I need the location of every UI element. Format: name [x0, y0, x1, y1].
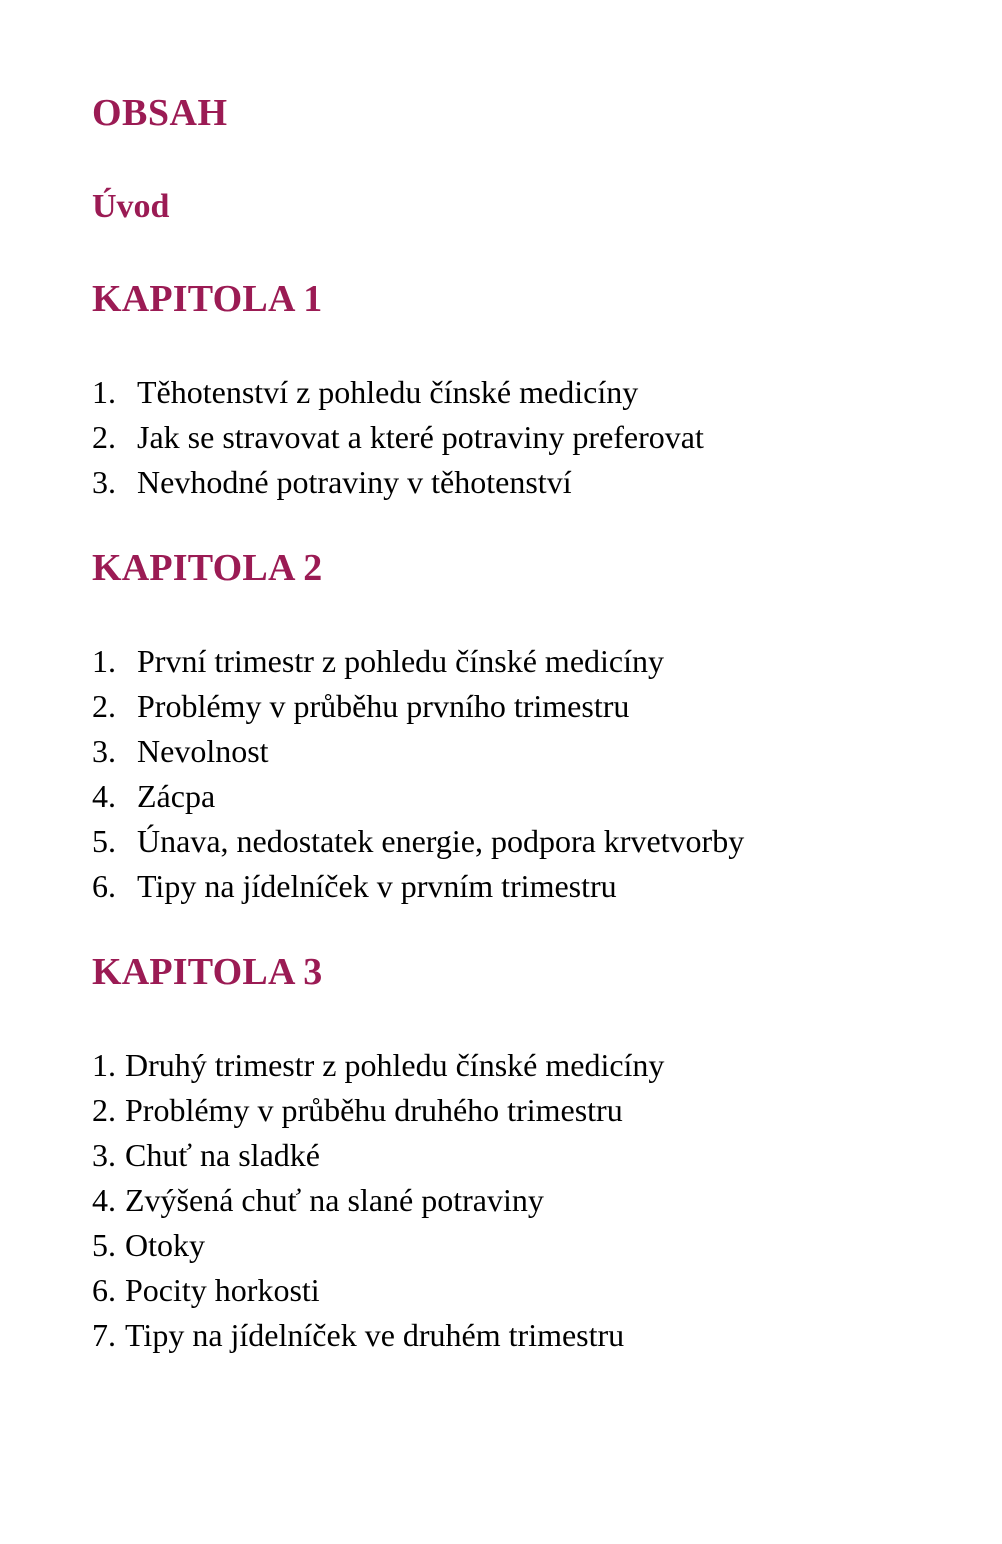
item-text: Problémy v průběhu prvního trimestru	[137, 688, 630, 724]
item-text: Tipy na jídelníček ve druhém trimestru	[125, 1317, 625, 1353]
chapter-1-section	[92, 280, 942, 505]
item-number: 4.	[92, 1182, 116, 1218]
item-number: 2.	[92, 688, 116, 724]
item-number: 4.	[92, 778, 116, 814]
toc-item	[92, 639, 942, 684]
toc-item	[92, 819, 942, 864]
item-text: Problémy v průběhu druhého trimestru	[125, 1092, 623, 1128]
chapter-3-heading: KAPITOLA 3	[92, 951, 323, 993]
toc-item	[92, 1133, 942, 1178]
item-text: Chuť na sladké	[125, 1137, 320, 1173]
chapter-2-list	[92, 639, 942, 909]
item-number: 3.	[92, 1137, 116, 1173]
toc-item	[92, 460, 942, 505]
item-text: První trimestr z pohledu čínské medicíny	[137, 643, 664, 679]
item-text: Zvýšená chuť na slané potraviny	[125, 1182, 544, 1218]
item-text: Nevolnost	[137, 733, 269, 769]
item-text: Druhý trimestr z pohledu čínské medicíny	[125, 1047, 665, 1083]
page-title: OBSAH	[92, 92, 228, 134]
item-text: Zácpa	[137, 778, 216, 814]
item-number: 5.	[92, 1227, 116, 1263]
item-number: 5.	[92, 823, 116, 859]
toc-item	[92, 1043, 942, 1088]
item-number: 7.	[92, 1317, 116, 1353]
toc-item	[92, 774, 942, 819]
toc-item	[92, 370, 942, 415]
item-number: 1.	[92, 374, 116, 410]
toc-item	[92, 415, 942, 460]
chapter-3-list	[92, 1043, 942, 1358]
item-text: Tipy na jídelníček v prvním trimestru	[137, 868, 617, 904]
item-number: 1.	[92, 643, 116, 679]
item-text: Pocity horkosti	[125, 1272, 320, 1308]
chapter-3-section	[92, 953, 942, 1358]
toc-item	[92, 1313, 942, 1358]
item-number: 2.	[92, 419, 116, 455]
toc-item	[92, 684, 942, 729]
chapter-1-heading: KAPITOLA 1	[92, 278, 323, 320]
chapter-1-list	[92, 370, 942, 505]
item-text: Otoky	[125, 1227, 205, 1263]
item-text: Jak se stravovat a které potraviny preferovat	[137, 419, 704, 455]
item-number: 2.	[92, 1092, 116, 1128]
item-text: Těhotenství z pohledu čínské medicíny	[137, 374, 639, 410]
chapter-2-section	[92, 549, 942, 909]
toc-item	[92, 729, 942, 774]
chapter-2-heading: KAPITOLA 2	[92, 547, 323, 589]
toc-item	[92, 1223, 942, 1268]
item-number: 6.	[92, 868, 116, 904]
toc-item	[92, 1178, 942, 1223]
item-number: 3.	[92, 733, 116, 769]
item-number: 1.	[92, 1047, 116, 1083]
item-text: Únava, nedostatek energie, podpora krvetvorby	[137, 823, 745, 859]
toc-item	[92, 864, 942, 909]
toc-item	[92, 1268, 942, 1313]
item-number: 6.	[92, 1272, 116, 1308]
toc-item	[92, 1088, 942, 1133]
item-number: 3.	[92, 464, 116, 500]
item-text: Nevhodné potraviny v těhotenství	[137, 464, 572, 500]
intro-heading: Úvod	[92, 188, 170, 225]
